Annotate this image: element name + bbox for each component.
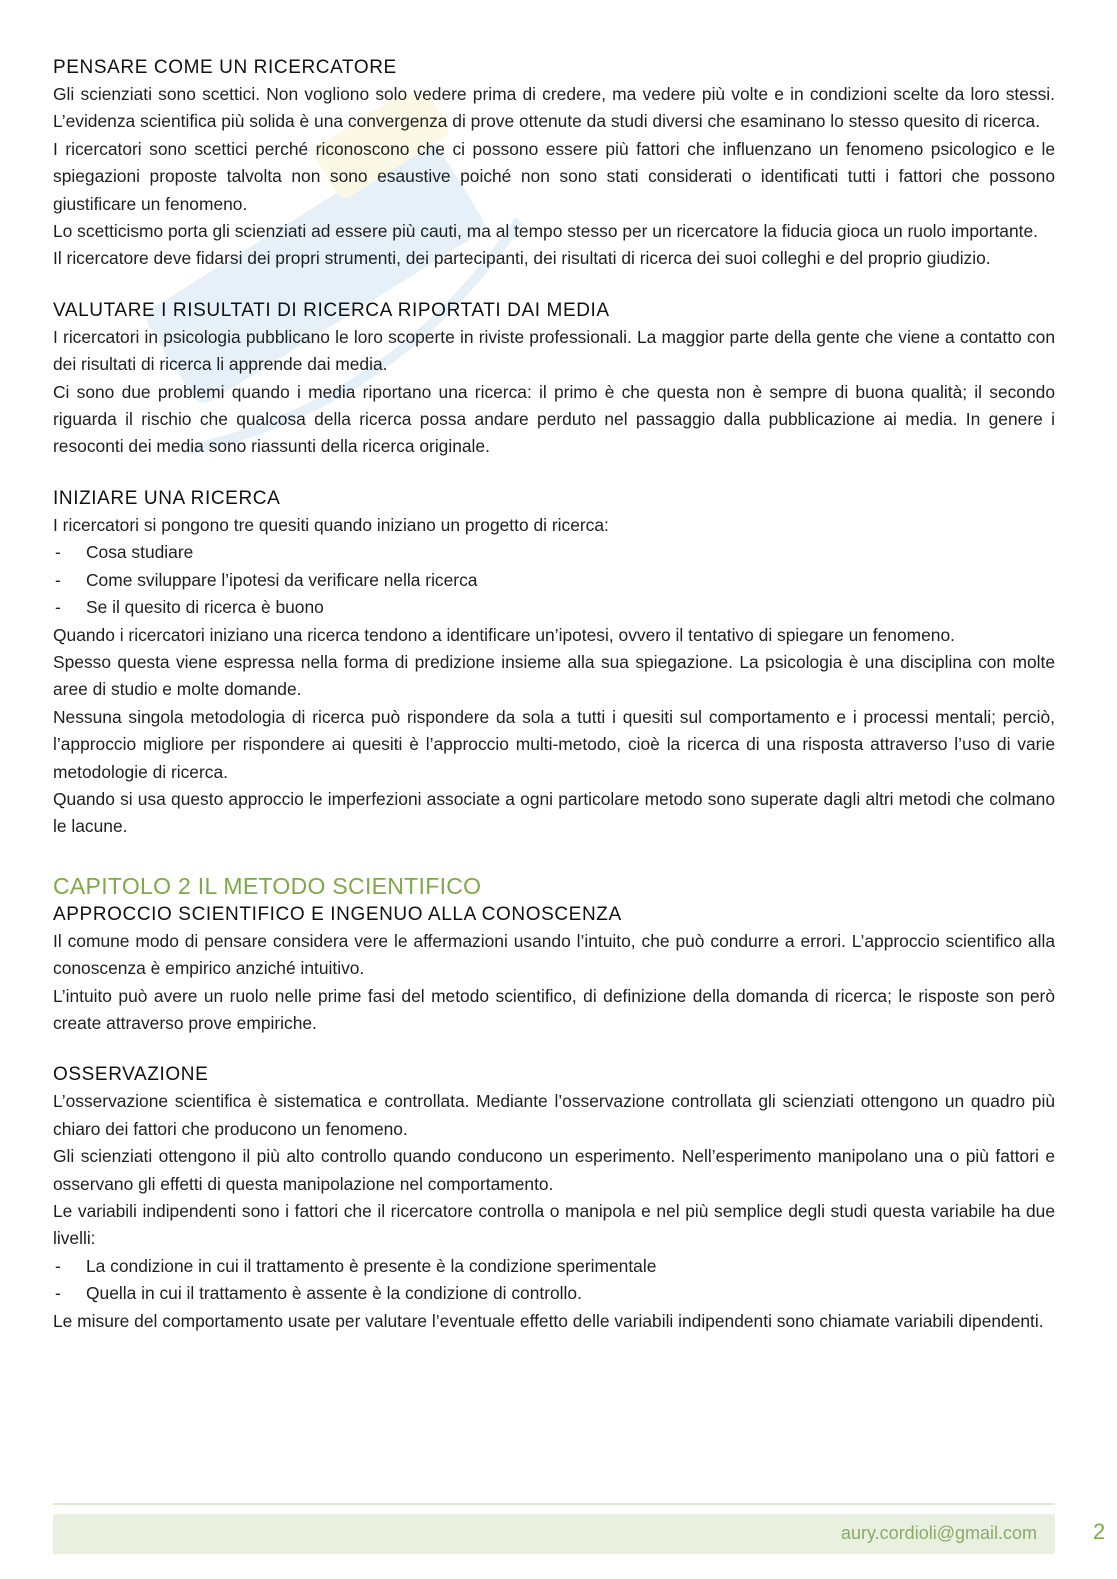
paragraph: Nessuna singola metodologia di ricerca può rispondere da sola a tutti i quesiti sul comportamento e i processi mentali; perciò, l’approccio migliore per rispondere ai quesiti è l’approccio multi-metodo, cioè la ricerca di una risposta attraverso l’uso di varie metodologie di ricerca.: [53, 706, 1055, 782]
section-osservazione: [53, 1061, 1055, 1335]
section-heading: VALUTARE I RISULTATI DI RICERCA RIPORTATI DAI MEDIA: [53, 299, 610, 321]
paragraph: Gli scienziati sono scettici. Non vogliono solo vedere prima di credere, ma vedere più volte e in condizioni scelte da loro stessi. L’evidenza scientifica più solida è una convergenza di prove ottenute da studi diversi che esaminano lo stesso quesito di ricerca.: [53, 84, 1055, 132]
paragraph: Le variabili indipendenti sono i fattori che il ricercatore controlla o manipola e nel più semplice degli studi questa variabile ha due livelli:: [53, 1201, 1055, 1249]
paragraph: Quando i ricercatori iniziano una ricerca tendono a identificare un’ipotesi, ovvero il tentativo di spiegare un fenomeno.: [53, 624, 955, 645]
document-page: [53, 54, 1055, 1335]
section-heading: OSSERVAZIONE: [53, 1064, 209, 1086]
page-number: 2: [1093, 1519, 1106, 1544]
bullet-list: [53, 539, 1055, 621]
list-item: - La condizione in cui il trattamento è presente è la condizione sperimentale: [53, 1253, 1055, 1280]
paragraph: Gli scienziati ottengono il più alto controllo quando conducono un esperimento. Nell’esperimento manipolano una o più fattori e osservano gli effetti di questa manipolazione nel comportamento.: [53, 1146, 1055, 1194]
paragraph: Spesso questa viene espressa nella forma di predizione insieme alla sua spiegazione. La psicologia è una disciplina con molte aree di studio e molte domande.: [53, 651, 1055, 700]
section-approccio: [53, 901, 1055, 1038]
paragraph: Il ricercatore deve fidarsi dei propri strumenti, dei partecipanti, dei risultati di ricerca dei suoi colleghi e del proprio giudizio.: [53, 248, 991, 269]
paragraph: L’intuito può avere un ruolo nelle prime fasi del metodo scientifico, di definizione della domanda di ricerca; le risposte son però create attraverso prove empiriche.: [53, 985, 1055, 1033]
bullet-list: [53, 1253, 1055, 1308]
paragraph: Lo scetticismo porta gli scienziati ad essere più cauti, ma al tempo stesso per un ricercatore la fiducia gioca un ruolo importante.: [53, 221, 1038, 242]
list-item: - Cosa studiare: [53, 539, 1055, 566]
section-heading: INIZIARE UNA RICERCA: [53, 487, 281, 509]
list-item: - Quella in cui il trattamento è assente è la condizione di controllo.: [53, 1280, 1055, 1307]
footer-email: aury.cordioli@gmail.com: [841, 1523, 1037, 1543]
section-iniziare: [53, 485, 1055, 841]
list-item: - Se il quesito di ricerca è buono: [53, 594, 1055, 621]
section-heading: PENSARE COME UN RICERCATORE: [53, 57, 397, 78]
footer-divider: [53, 1503, 1055, 1505]
list-item: - Come sviluppare l’ipotesi da verificare nella ricerca: [53, 567, 1055, 594]
footer-bar: [53, 1514, 1055, 1554]
paragraph: Il comune modo di pensare considera vere le affermazioni usando l’intuito, che può condurre a errori. L’approccio scientifico alla conoscenza è empirico anziché intuitivo.: [53, 930, 1055, 979]
paragraph: I ricercatori sono scettici perché riconoscono che ci possono essere più fattori che influenzano un fenomeno psicologico e le spiegazioni proposte talvolta non sono esaustive poiché non sono stati considerati o identificati tutti i fattori che possono giustificare un fenomeno.: [53, 138, 1055, 214]
section-pensare: [53, 54, 1055, 273]
paragraph: Quando si usa questo approccio le imperfezioni associate a ogni particolare metodo sono superate dagli altri metodi che colmano le lacune.: [53, 788, 1055, 837]
section-heading: APPROCCIO SCIENTIFICO E INGENUO ALLA CONOSCENZA: [53, 903, 622, 925]
paragraph: I ricercatori in psicologia pubblicano le loro scoperte in riviste professionali. La maggior parte della gente che viene a contatto con dei risultati di ricerca li apprende dai media.: [53, 326, 1055, 375]
paragraph: Le misure del comportamento usate per valutare l’eventuale effetto delle variabili indipendenti sono chiamate variabili dipendenti.: [53, 1310, 1044, 1331]
paragraph: I ricercatori si pongono tre quesiti quando iniziano un progetto di ricerca:: [53, 514, 609, 535]
paragraph: Ci sono due problemi quando i media riportano una ricerca: il primo è che questa non è sempre di buona qualità; il secondo riguarda il rischio che qualcosa della ricerca possa andare perduto nel passaggio dalla pubblicazione ai media. In genere i resoconti dei media sono riassunti della ricerca originale.: [53, 381, 1055, 457]
chapter-title: CAPITOLO 2 IL METODO SCIENTIFICO: [53, 872, 482, 899]
section-media: [53, 297, 1055, 461]
paragraph: L’osservazione scientifica è sistematica e controllata. Mediante l’osservazione controllata gli scienziati ottengono un quadro più chiaro dei fattori che producono un fenomeno.: [53, 1091, 1055, 1139]
